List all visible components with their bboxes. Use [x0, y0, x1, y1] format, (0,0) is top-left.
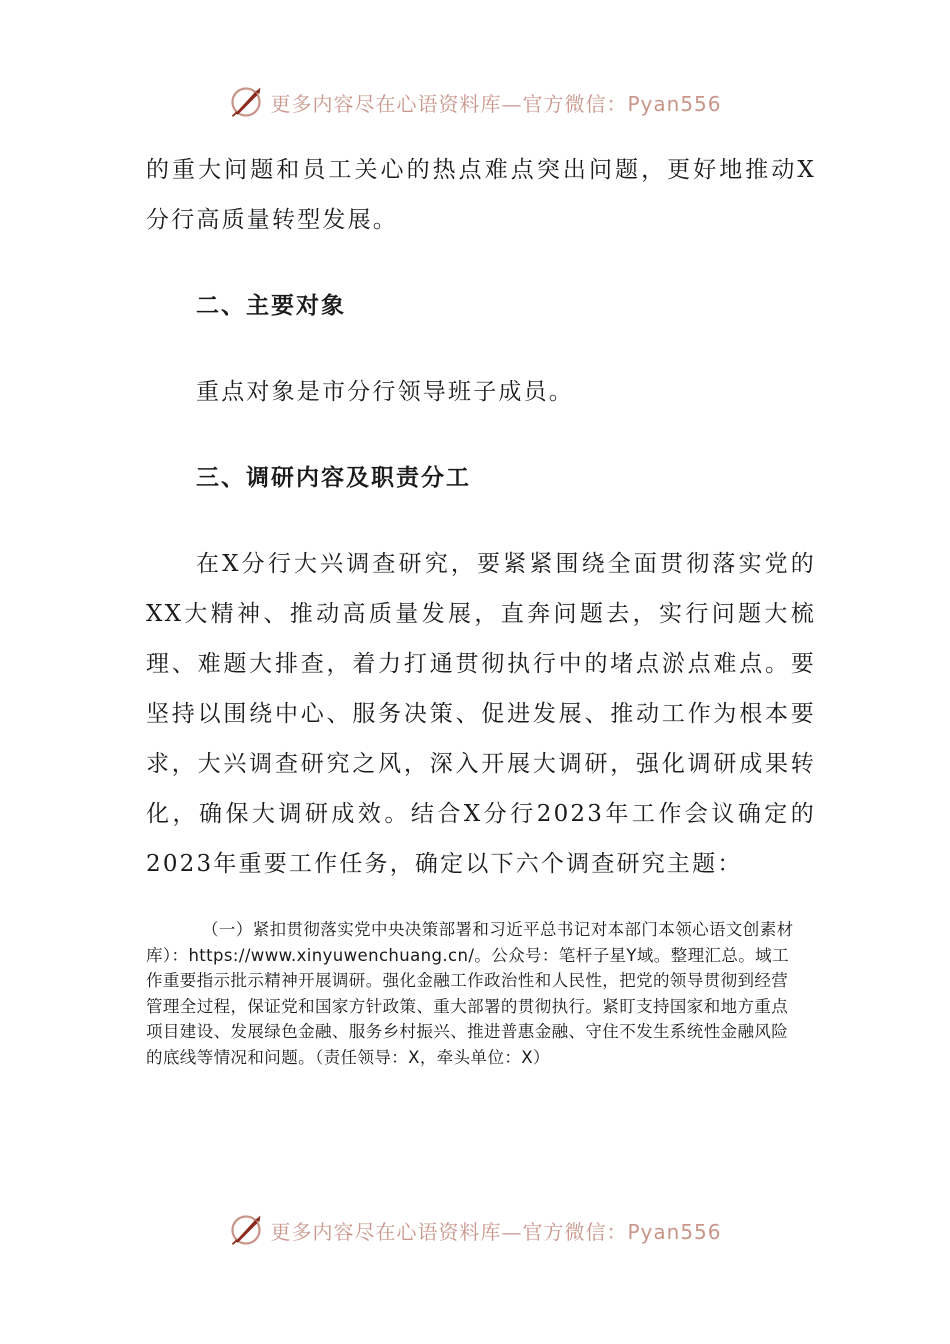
banner-text: 更多内容尽在心语资料库—官方微信：Pyan556 — [270, 91, 722, 116]
quill-pen-logo-icon — [228, 84, 264, 120]
note-item-1: （一）紧扣贯彻落实党中央决策部署和习近平总书记对本部门本领心语文创素材库）：https://www.xinyuwenchuang.cn/。公众号：笔杆子星Y域。整理汇总。域工作重要指示批示精神开展调研。强化金融工作政治性和人民性，把党的领导贯彻到经营管理全过程，保证党和国家方针政策、重大部署的贯彻执行。紧盯支持国家和地方重点项目建设、发展绿色金融、服务乡村振兴、推进普惠金融、守住不发生系统性金融风险的底线等情况和问题。（责任领导：X，牵头单位：X） — [146, 920, 794, 1067]
quill-pen-logo-icon — [228, 1212, 264, 1248]
header-watermark-banner — [0, 80, 950, 124]
wechat-id: Pyan556 — [627, 1219, 722, 1244]
footer-watermark-banner — [0, 1208, 950, 1252]
section-heading-2: 二、主要对象 — [196, 293, 346, 319]
wechat-id: Pyan556 — [627, 91, 722, 116]
paragraph-objects: 重点对象是市分行领导班子成员。 — [196, 379, 574, 405]
banner-text: 更多内容尽在心语资料库—官方微信：Pyan556 — [270, 1219, 722, 1244]
section-heading-3: 三、调研内容及职责分工 — [196, 465, 471, 491]
paragraph-content: 在X分行大兴调查研究，要紧紧围绕全面贯彻落实党的XX大精神、推动高质量发展，直奔问题去，实行问题大梳理、难题大排查，着力打通贯彻执行中的堵点淤点难点。要坚持以围绕中心、服务决策、促进发展、推动工作为根本要求，大兴调查研究之风，深入开展大调研，强化调研成果转化，确保大调研成效。结合X分行2023年工作会议确定的2023年重要工作任务，确定以下六个调查研究主题： — [146, 551, 816, 877]
paragraph-intro: 的重大问题和员工关心的热点难点突出问题，更好地推动X分行高质量转型发展。 — [146, 157, 816, 233]
document-body — [146, 145, 816, 1070]
